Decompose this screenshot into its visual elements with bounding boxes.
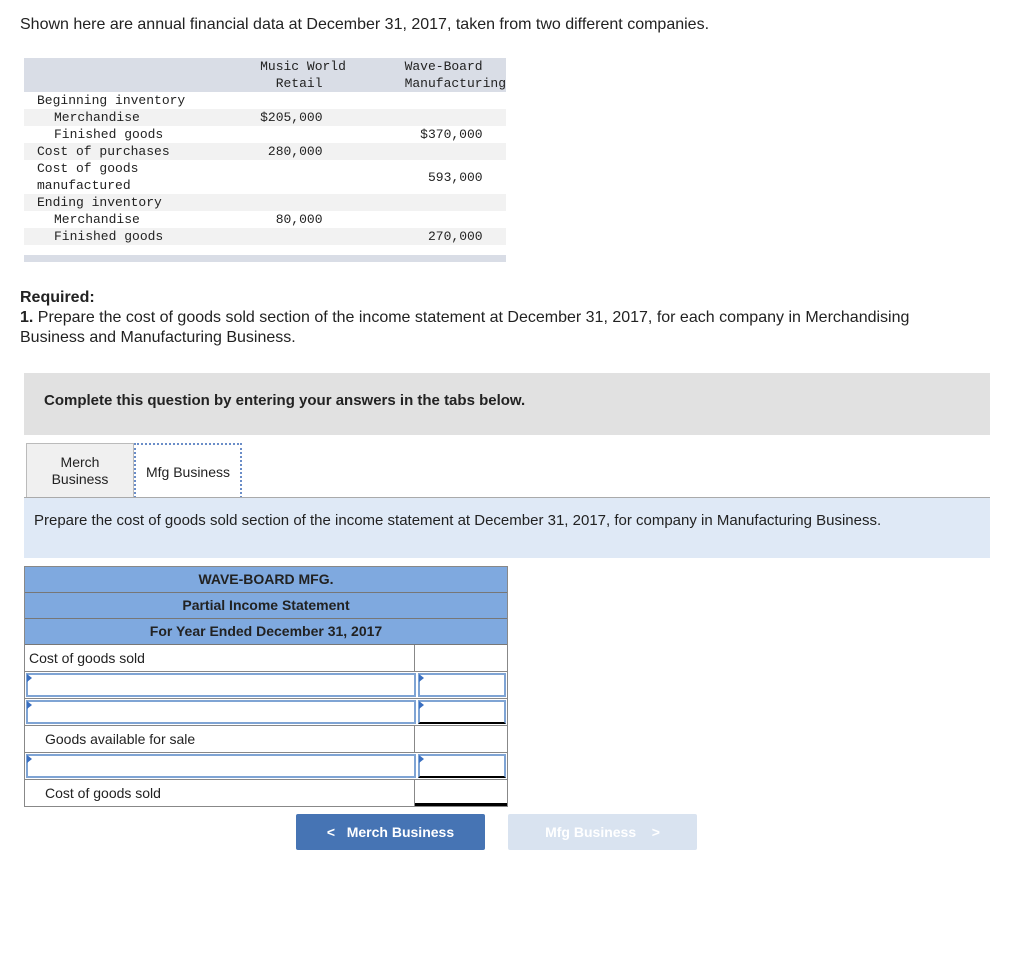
statement-period: For Year Ended December 31, 2017 <box>25 619 507 645</box>
table-row: Cost of goods manufactured 593,000 <box>37 161 483 193</box>
table-row <box>25 699 507 726</box>
prev-tab-button[interactable]: < Merch Business <box>296 814 485 850</box>
table-row: Beginning inventory <box>37 93 186 108</box>
statement-title: Partial Income Statement <box>25 593 507 619</box>
label-input[interactable] <box>26 754 416 778</box>
label-input[interactable] <box>26 673 416 697</box>
financial-data-table <box>24 58 506 262</box>
tab-instruction: Prepare the cost of goods sold section of the income statement at December 31, 2017, for company in Manufacturing Business. <box>24 498 990 558</box>
table-row: Ending inventory <box>24 194 506 211</box>
chevron-right-icon: > <box>651 824 660 840</box>
income-statement-form <box>24 566 508 807</box>
table-row: Finished goods 270,000 <box>24 228 506 245</box>
required-section: Required: 1. Prepare the cost of goods sold section of the income statement at December 31, 2017, for each company in Merchandising Business and Manufacturing Business. <box>20 289 910 346</box>
chevron-left-icon: < <box>326 824 336 840</box>
label-input[interactable] <box>26 700 416 724</box>
tab-merch-business[interactable]: Merch Business <box>26 443 134 497</box>
table-row: Merchandise $205,000 <box>24 109 506 126</box>
statement-company: WAVE-BOARD MFG. <box>25 567 507 593</box>
tab-mfg-business[interactable]: Mfg Business <box>134 443 242 498</box>
col-header-mfg: Wave-Board Manufacturing <box>346 58 506 92</box>
table-row <box>25 753 507 780</box>
instructions-banner: Complete this question by entering your answers in the tabs below. <box>24 373 990 435</box>
table-row <box>25 672 507 699</box>
amount-input[interactable] <box>418 673 506 697</box>
intro-text: Shown here are annual financial data at December 31, 2017, taken from two different companies. <box>20 16 710 33</box>
table-row: Goods available for sale <box>25 726 507 753</box>
col-header-retail: Music World Retail <box>185 58 346 92</box>
table-row: Finished goods $370,000 <box>54 127 483 142</box>
table-row: Merchandise 80,000 <box>54 212 323 227</box>
table-row: Cost of goods sold <box>25 645 507 672</box>
next-tab-button[interactable]: Mfg Business > <box>508 814 697 850</box>
table-row: Cost of purchases 280,000 <box>24 143 506 160</box>
amount-input[interactable] <box>418 700 506 724</box>
table-row: Cost of goods sold <box>25 780 507 806</box>
amount-input[interactable] <box>418 754 506 778</box>
